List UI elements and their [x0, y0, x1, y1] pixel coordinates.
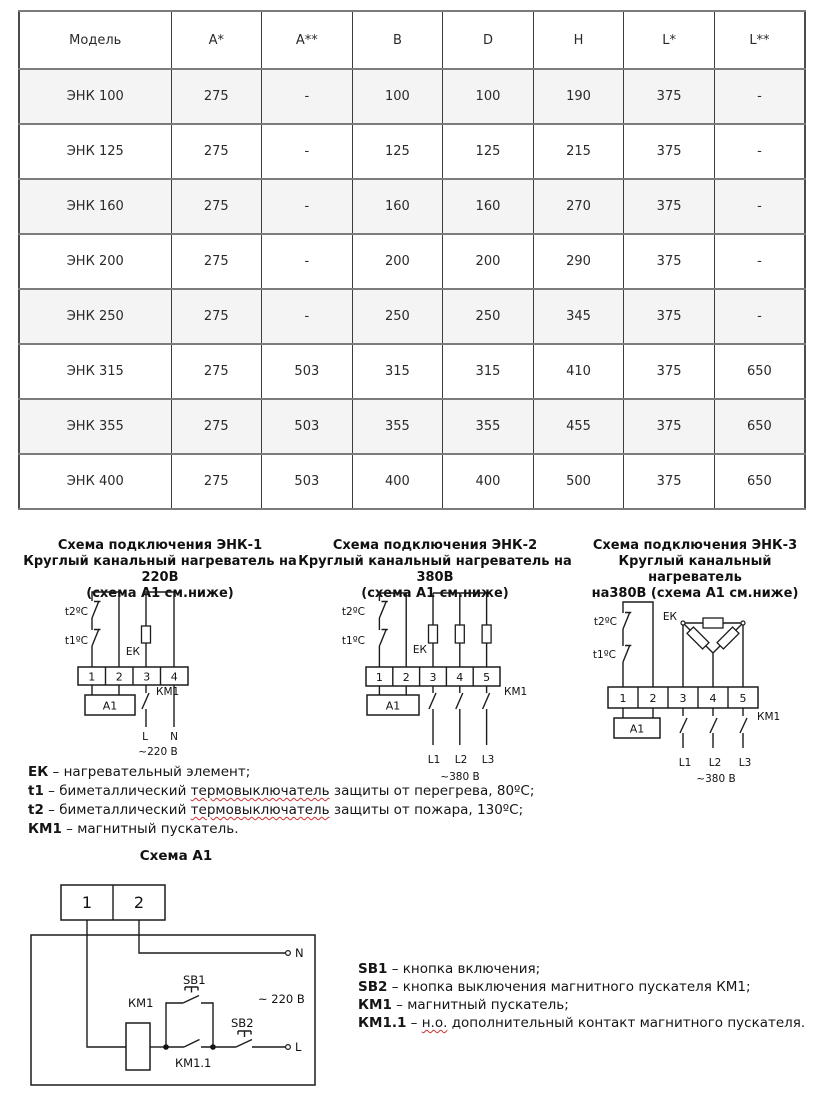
phase-l1-label: L1 — [678, 757, 692, 769]
terminal-2-label: 2 — [115, 670, 123, 684]
a1-label: А1 — [102, 699, 118, 713]
legend-line: t1 – биметаллический термовыключатель защиты от перегрева, 80ºС; — [28, 783, 535, 799]
table-cell: 503 — [262, 454, 353, 509]
km1-label: КМ1 — [757, 711, 781, 723]
delta-node — [741, 621, 745, 625]
column-header: D — [443, 11, 534, 69]
neutral-n-label: N — [170, 731, 178, 743]
table-cell: 200 — [443, 234, 534, 289]
model-cell: ЭНК 315 — [19, 344, 171, 399]
km1-label: КМ1 — [504, 686, 528, 698]
model-cell: ЭНК 355 — [19, 399, 171, 454]
km1-contact — [142, 685, 149, 727]
title-line: (схема А1 см.ниже) — [86, 586, 234, 601]
table-cell: 275 — [171, 399, 262, 454]
t1-label: t1ºC — [341, 635, 365, 647]
table-cell: - — [262, 69, 353, 124]
table-cell: 125 — [352, 124, 443, 179]
table-cell: 375 — [624, 124, 715, 179]
heater-element — [482, 625, 491, 643]
legend-key: t2 — [28, 802, 44, 818]
wiring-diagram-enk3 — [588, 585, 815, 790]
table-row — [19, 289, 805, 344]
terminal-2-label: 2 — [133, 893, 145, 912]
table-cell: 455 — [533, 399, 624, 454]
table-cell: 650 — [714, 454, 805, 509]
title-line: Круглый канальный нагреватель на 220В — [23, 554, 297, 585]
a1-label: А1 — [629, 722, 645, 736]
legend-key: SB2 — [358, 979, 388, 995]
table-cell: 375 — [624, 179, 715, 234]
legend-line: t2 – биметаллический термовыключатель защиты от пожара, 130ºС; — [28, 802, 524, 818]
t2-label: t2ºC — [341, 606, 365, 618]
title-line: на380В (схема А1 см.ниже) — [591, 586, 799, 601]
table-cell: 400 — [352, 454, 443, 509]
table-cell: 160 — [352, 179, 443, 234]
sb2-label: SB2 — [231, 1016, 254, 1030]
table-cell: - — [262, 179, 353, 234]
ek-label: ЕК — [412, 644, 427, 656]
t1-label: t1ºC — [64, 635, 88, 647]
table-cell: 410 — [533, 344, 624, 399]
a1-stubs — [379, 686, 406, 695]
components-legend — [28, 763, 534, 839]
table-cell: - — [714, 234, 805, 289]
heater-element — [703, 618, 723, 628]
phase-l3-label: L3 — [481, 754, 495, 766]
table-cell: - — [262, 234, 353, 289]
title-line: Круглый канальный нагреватель на 380В — [298, 554, 572, 585]
table-cell: - — [714, 179, 805, 234]
table-cell: - — [714, 69, 805, 124]
terminal-4-label: 4 — [170, 670, 178, 684]
table-row — [19, 344, 805, 399]
table-cell: 275 — [171, 344, 262, 399]
terminal-4-label: 4 — [709, 692, 717, 705]
table-cell: 315 — [352, 344, 443, 399]
table-cell: 650 — [714, 399, 805, 454]
table-cell: 500 — [533, 454, 624, 509]
a1-legend — [358, 960, 808, 1032]
km11-label: КМ1.1 — [175, 1056, 212, 1070]
scheme-a1-title: Схема А1 — [139, 848, 213, 864]
a1-stubs — [623, 708, 653, 718]
table-row — [19, 234, 805, 289]
table-cell: 125 — [443, 124, 534, 179]
table-cell: 503 — [262, 399, 353, 454]
model-cell: ЭНК 160 — [19, 179, 171, 234]
table-cell: - — [714, 124, 805, 179]
title-line: Схема подключения ЭНК-3 — [592, 538, 798, 553]
table-cell: - — [714, 289, 805, 344]
terminal-5-label: 5 — [483, 671, 491, 684]
table-cell: 275 — [171, 179, 262, 234]
thermal-switch-t2 — [623, 613, 631, 630]
delta-node — [681, 621, 685, 625]
table-row — [19, 69, 805, 124]
terminal-1-label: 1 — [375, 671, 383, 684]
heater-element — [429, 625, 438, 643]
terminal-3-label: 3 — [429, 671, 437, 684]
table-cell: 250 — [352, 289, 443, 344]
title-line: (схема А1 см.ниже) — [361, 586, 509, 601]
table-cell: 650 — [714, 344, 805, 399]
heater-element — [142, 626, 151, 643]
dimensions-table — [18, 10, 806, 510]
column-header: A** — [262, 11, 353, 69]
table-cell: 100 — [443, 69, 534, 124]
voltage-label: ~ 220 В — [258, 992, 305, 1006]
t1-label: t1ºC — [592, 649, 616, 661]
thermal-switch-t1 — [623, 646, 631, 663]
model-cell: ЭНК 400 — [19, 454, 171, 509]
km1-contact — [710, 708, 717, 748]
spellchecked-word: термовыключатель — [190, 802, 330, 818]
column-header: Модель — [19, 11, 171, 69]
thermal-switch-t1 — [379, 630, 387, 647]
table-row — [19, 179, 805, 234]
table-cell: 375 — [624, 69, 715, 124]
l-terminal — [286, 1045, 291, 1050]
model-cell: ЭНК 100 — [19, 69, 171, 124]
legend-key: SB1 — [358, 961, 388, 977]
table-cell: 375 — [624, 344, 715, 399]
km1-contact — [456, 686, 463, 745]
phase-l2-label: L2 — [708, 757, 722, 769]
terminal-5-label: 5 — [739, 692, 747, 705]
table-cell: 375 — [624, 234, 715, 289]
thermal-switch-t2 — [92, 602, 101, 619]
spellchecked-word: н.о. — [421, 1015, 448, 1031]
phase-l-label: L — [295, 1040, 302, 1054]
table-cell: 160 — [443, 179, 534, 234]
table-cell: 355 — [443, 399, 534, 454]
legend-key: ЕК — [28, 764, 49, 780]
table-cell: 270 — [533, 179, 624, 234]
table-cell: 315 — [443, 344, 534, 399]
table-cell: 200 — [352, 234, 443, 289]
a1-stubs — [92, 685, 119, 695]
terminal-4-label: 4 — [456, 671, 464, 684]
terminal-3-label: 3 — [679, 692, 687, 705]
a1-label: А1 — [385, 699, 401, 713]
km1-contact — [680, 708, 687, 748]
km1-contact — [740, 708, 747, 748]
table-cell: 190 — [533, 69, 624, 124]
table-row — [19, 454, 805, 509]
phase-l2-label: L2 — [454, 754, 468, 766]
column-header: L* — [624, 11, 715, 69]
terminal-3-label: 3 — [143, 670, 151, 684]
legend-line: КМ1 – магнитный пускатель; — [358, 997, 569, 1013]
table-cell: 275 — [171, 289, 262, 344]
table-cell: 275 — [171, 454, 262, 509]
table-header-row — [19, 11, 805, 69]
table-cell: - — [262, 124, 353, 179]
n-terminal — [286, 951, 291, 956]
legend-key: КМ1 — [28, 821, 62, 837]
phase-l3-label: L3 — [738, 757, 752, 769]
t2-label: t2ºC — [593, 616, 617, 628]
legend-key: КМ1 — [358, 997, 392, 1013]
terminal-2-label: 2 — [402, 671, 410, 684]
voltage-label: ~220 В — [138, 746, 178, 758]
terminal-2-label: 2 — [649, 692, 657, 705]
table-cell: 355 — [352, 399, 443, 454]
table-cell: 250 — [443, 289, 534, 344]
model-cell: ЭНК 125 — [19, 124, 171, 179]
table-cell: 375 — [624, 454, 715, 509]
wiring-diagram-enk2 — [332, 585, 567, 790]
control-circuit-a1 — [20, 860, 355, 1105]
sb1-label: SB1 — [183, 973, 206, 987]
heater-element — [455, 625, 464, 643]
km1-contact — [483, 686, 490, 745]
table-cell: 215 — [533, 124, 624, 179]
column-header: B — [352, 11, 443, 69]
table-row — [19, 124, 805, 179]
model-cell: ЭНК 200 — [19, 234, 171, 289]
wiring-diagram-enk1 — [30, 585, 265, 765]
table-cell: 345 — [533, 289, 624, 344]
table-cell: - — [262, 289, 353, 344]
km1-contact — [429, 686, 436, 745]
table-row — [19, 399, 805, 454]
table-cell: 290 — [533, 234, 624, 289]
terminal-1-label: 1 — [88, 670, 96, 684]
table-cell: 275 — [171, 124, 262, 179]
title-line: Схема подключения ЭНК-1 — [57, 538, 263, 553]
legend-key: КМ1.1 — [358, 1015, 407, 1031]
phase-l1-label: L1 — [427, 754, 441, 766]
legend-line: SB1 – кнопка включения; — [358, 961, 541, 977]
voltage-label: ~380 В — [440, 771, 480, 783]
ek-label: ЕК — [662, 611, 677, 623]
legend-line: SB2 – кнопка выключения магнитного пускателя КМ1; — [358, 979, 751, 995]
legend-line: ЕК – нагревательный элемент; — [28, 764, 251, 780]
spellchecked-word: термовыключатель — [190, 783, 330, 799]
table-cell: 275 — [171, 69, 262, 124]
table-cell: 275 — [171, 234, 262, 289]
terminal-1-label: 1 — [619, 692, 627, 705]
thermal-switch-t1 — [92, 630, 101, 647]
title-line: Схема подключения ЭНК-2 — [332, 538, 538, 553]
neutral-n-label: N — [295, 946, 304, 960]
heater-element — [687, 627, 709, 649]
column-header: H — [533, 11, 624, 69]
table-cell: 400 — [443, 454, 534, 509]
column-header: A* — [171, 11, 262, 69]
legend-line: КМ1 – магнитный пускатель. — [28, 821, 239, 837]
thermal-loop-wire — [623, 602, 653, 687]
legend-key: t1 — [28, 783, 44, 799]
title-line: Круглый канальный нагреватель — [618, 554, 772, 585]
column-header: L** — [714, 11, 805, 69]
km1-coil — [126, 1023, 150, 1070]
thermal-switch-t2 — [379, 602, 387, 619]
circuit-enclosure — [31, 935, 315, 1085]
legend-line: КМ1.1 – н.о. дополнительный контакт магнитного пускателя. — [358, 1015, 806, 1031]
voltage-label: ~380 В — [696, 773, 736, 785]
km1-label: КМ1 — [156, 686, 180, 698]
table-cell: 100 — [352, 69, 443, 124]
ek-label: ЕК — [125, 646, 140, 658]
model-cell: ЭНК 250 — [19, 289, 171, 344]
table-cell: 375 — [624, 289, 715, 344]
table-cell: 503 — [262, 344, 353, 399]
km1-label: КМ1 — [128, 996, 154, 1010]
terminal-1-label: 1 — [81, 893, 93, 912]
phase-l-label: L — [142, 731, 148, 743]
heater-element — [717, 627, 739, 649]
t2-label: t2ºC — [64, 606, 88, 618]
table-cell: 375 — [624, 399, 715, 454]
